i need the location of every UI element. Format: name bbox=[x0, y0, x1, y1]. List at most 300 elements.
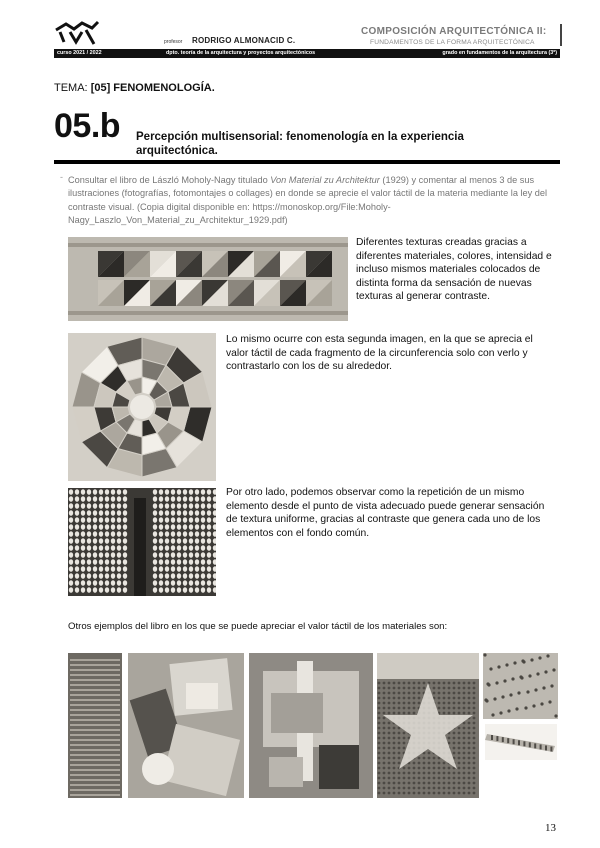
crowd-dot bbox=[468, 787, 471, 790]
repeated-element bbox=[123, 517, 127, 523]
repeated-element bbox=[177, 559, 181, 565]
crowd-dot bbox=[463, 747, 466, 750]
speck bbox=[542, 686, 545, 689]
crowd-dot bbox=[453, 732, 456, 735]
crowd-dot bbox=[393, 777, 396, 780]
crowd-dot bbox=[393, 682, 396, 685]
degree-name: grado en fundamentos de la arquitectura (3º) bbox=[442, 50, 557, 56]
repeated-element bbox=[159, 580, 163, 586]
repeated-element bbox=[117, 573, 121, 579]
repeated-element bbox=[81, 531, 85, 537]
crowd-dot bbox=[403, 697, 406, 700]
crowd-dot bbox=[473, 692, 476, 695]
crowd-dot bbox=[408, 782, 411, 785]
crowd-dot bbox=[438, 697, 441, 700]
repeated-element bbox=[105, 587, 109, 593]
repeated-element bbox=[93, 496, 97, 502]
crowd-dot bbox=[393, 687, 396, 690]
crowd-dot bbox=[383, 757, 386, 760]
repeated-element bbox=[87, 587, 91, 593]
repeated-element bbox=[75, 510, 79, 516]
example-image-1 bbox=[68, 653, 122, 798]
crowd-dot bbox=[388, 757, 391, 760]
repeated-element bbox=[69, 503, 73, 509]
crowd-dot bbox=[443, 787, 446, 790]
repeated-element bbox=[165, 545, 169, 551]
ruler-mark bbox=[507, 738, 509, 743]
crowd-dot bbox=[418, 787, 421, 790]
repeated-element bbox=[195, 503, 199, 509]
crowd-dot bbox=[448, 707, 451, 710]
crowd-dot bbox=[458, 782, 461, 785]
repeated-element bbox=[159, 510, 163, 516]
crowd-dot bbox=[423, 787, 426, 790]
crowd-dot bbox=[428, 787, 431, 790]
repeated-element bbox=[165, 587, 169, 593]
crowd-dot bbox=[448, 712, 451, 715]
crowd-dot bbox=[393, 737, 396, 740]
repeated-element bbox=[183, 580, 187, 586]
crowd-dot bbox=[468, 792, 471, 795]
crowd-dot bbox=[458, 732, 461, 735]
crowd-dot bbox=[398, 707, 401, 710]
crowd-dot bbox=[418, 697, 421, 700]
repeated-element bbox=[177, 538, 181, 544]
repeated-element bbox=[177, 580, 181, 586]
texture-line bbox=[70, 664, 120, 666]
repeated-element bbox=[87, 538, 91, 544]
crowd-dot bbox=[383, 762, 386, 765]
crowd-dot bbox=[383, 737, 386, 740]
repeated-element bbox=[93, 559, 97, 565]
crowd-dot bbox=[383, 772, 386, 775]
repeated-element bbox=[99, 524, 103, 530]
crowd-dot bbox=[438, 687, 441, 690]
repeated-element bbox=[117, 545, 121, 551]
crowd-dot bbox=[383, 732, 386, 735]
crowd-dot bbox=[388, 742, 391, 745]
repeated-element bbox=[111, 503, 115, 509]
repeated-element bbox=[153, 552, 157, 558]
repeated-element bbox=[153, 559, 157, 565]
crowd-dot bbox=[383, 777, 386, 780]
repeated-element bbox=[195, 496, 199, 502]
caption-material-wheel: Lo mismo ocurre con esta segunda imagen, en la que se aprecia el valor táctil de cada fragmento de la circunferencia solo con verlo y contrastarlo con los de su alrededor. bbox=[226, 334, 533, 373]
repeated-element bbox=[87, 552, 91, 558]
crowd-dot bbox=[468, 682, 471, 685]
repeated-element bbox=[99, 538, 103, 544]
repeated-element bbox=[117, 531, 121, 537]
crowd-dot bbox=[453, 707, 456, 710]
crowd-dot bbox=[428, 782, 431, 785]
crowd-dot bbox=[388, 682, 391, 685]
speck bbox=[544, 670, 547, 673]
ruler-mark bbox=[513, 739, 515, 744]
texture-line bbox=[70, 759, 120, 761]
repeated-element bbox=[153, 545, 157, 551]
crowd-dot bbox=[438, 777, 441, 780]
repeated-element bbox=[87, 531, 91, 537]
crowd-dot bbox=[388, 752, 391, 755]
repeated-element bbox=[207, 503, 211, 509]
crowd-dot bbox=[408, 767, 411, 770]
repeated-element bbox=[75, 524, 79, 530]
department-name: dpto. teoría de la arquitectura y proyectos arquitectónicos bbox=[166, 50, 316, 56]
crowd-dot bbox=[403, 792, 406, 795]
ruler-mark bbox=[523, 741, 525, 746]
speck bbox=[540, 702, 543, 705]
crowd-dot bbox=[473, 712, 476, 715]
repeated-element bbox=[177, 510, 181, 516]
crowd-dot bbox=[388, 727, 391, 730]
repeated-element bbox=[81, 517, 85, 523]
crowd-dot bbox=[383, 787, 386, 790]
crowd-dot bbox=[443, 762, 446, 765]
crowd-dot bbox=[458, 792, 461, 795]
repeated-element bbox=[159, 559, 163, 565]
repeated-element bbox=[117, 580, 121, 586]
crowd-dot bbox=[398, 692, 401, 695]
repeated-element bbox=[99, 587, 103, 593]
repeated-element bbox=[81, 552, 85, 558]
texture-line bbox=[70, 774, 120, 776]
crowd-dot bbox=[468, 732, 471, 735]
crowd-dot bbox=[378, 722, 381, 725]
crowd-dot bbox=[403, 732, 406, 735]
repeated-element bbox=[159, 545, 163, 551]
texture-line bbox=[70, 699, 120, 701]
example-image-5 bbox=[483, 653, 558, 719]
repeated-element bbox=[207, 566, 211, 572]
crowd-dot bbox=[393, 747, 396, 750]
repeated-element bbox=[153, 573, 157, 579]
repeated-element bbox=[195, 489, 199, 495]
crowd-dot bbox=[388, 692, 391, 695]
repeated-element bbox=[111, 517, 115, 523]
repeated-element bbox=[189, 510, 193, 516]
repeated-element bbox=[195, 566, 199, 572]
repeated-element bbox=[207, 496, 211, 502]
crowd-dot bbox=[448, 767, 451, 770]
crowd-dot bbox=[403, 747, 406, 750]
crowd-dot bbox=[413, 782, 416, 785]
repeated-element bbox=[93, 587, 97, 593]
crowd-dot bbox=[378, 687, 381, 690]
crowd-dot bbox=[398, 782, 401, 785]
crowd-dot bbox=[403, 687, 406, 690]
texture-line bbox=[70, 674, 120, 676]
repeated-element bbox=[99, 573, 103, 579]
crowd-dot bbox=[453, 742, 456, 745]
speck bbox=[538, 656, 541, 659]
repeated-element bbox=[177, 489, 181, 495]
course-year: curso 2021 / 2022 bbox=[57, 50, 102, 56]
repeated-element bbox=[69, 517, 73, 523]
example-image-4 bbox=[377, 653, 479, 798]
crowd-dot bbox=[393, 772, 396, 775]
crowd-dot bbox=[463, 687, 466, 690]
crowd-dot bbox=[463, 737, 466, 740]
crowd-dot bbox=[418, 762, 421, 765]
crowd-dot bbox=[398, 792, 401, 795]
crowd-dot bbox=[378, 757, 381, 760]
crowd-dot bbox=[468, 782, 471, 785]
repeated-element bbox=[87, 559, 91, 565]
crowd-dot bbox=[398, 772, 401, 775]
repeated-element bbox=[165, 496, 169, 502]
crowd-dot bbox=[458, 747, 461, 750]
texture-line bbox=[70, 754, 120, 756]
repeated-element bbox=[117, 587, 121, 593]
crowd-dot bbox=[388, 732, 391, 735]
crowd-dot bbox=[458, 707, 461, 710]
crowd-dot bbox=[418, 687, 421, 690]
repeated-element bbox=[111, 545, 115, 551]
repeated-element bbox=[201, 587, 205, 593]
repeated-element bbox=[195, 580, 199, 586]
crowd-dot bbox=[458, 777, 461, 780]
repeated-element bbox=[123, 580, 127, 586]
speck bbox=[495, 681, 498, 684]
crowd-dot bbox=[393, 782, 396, 785]
repeated-element bbox=[171, 517, 175, 523]
repeated-element bbox=[75, 517, 79, 523]
crowd-dot bbox=[458, 727, 461, 730]
repeated-element bbox=[99, 559, 103, 565]
speck bbox=[526, 690, 529, 693]
repeated-element bbox=[171, 559, 175, 565]
crowd-dot bbox=[393, 712, 396, 715]
repeated-element bbox=[123, 524, 127, 530]
repeated-element bbox=[183, 517, 187, 523]
repeated-element bbox=[189, 538, 193, 544]
crowd-dot bbox=[383, 712, 386, 715]
crowd-dot bbox=[413, 707, 416, 710]
topic-line bbox=[54, 82, 215, 94]
repeated-element bbox=[117, 503, 121, 509]
repeated-element bbox=[87, 580, 91, 586]
crowd-dot bbox=[468, 707, 471, 710]
repeated-element bbox=[159, 587, 163, 593]
repeated-element bbox=[207, 587, 211, 593]
crowd-dot bbox=[473, 722, 476, 725]
crowd-dot bbox=[388, 697, 391, 700]
crowd-dot bbox=[398, 742, 401, 745]
speck bbox=[483, 653, 486, 656]
crowd-dot bbox=[393, 697, 396, 700]
repeated-element bbox=[177, 545, 181, 551]
crowd-dot bbox=[438, 782, 441, 785]
repeated-element bbox=[153, 531, 157, 537]
repeated-element bbox=[153, 580, 157, 586]
crowd-dot bbox=[433, 777, 436, 780]
repeated-element bbox=[183, 566, 187, 572]
crowd-dot bbox=[463, 757, 466, 760]
crowd-dot bbox=[408, 697, 411, 700]
repeated-element bbox=[111, 580, 115, 586]
other-examples-text: Otros ejemplos del libro en los que se puede apreciar el valor táctil de los materiales son: bbox=[68, 621, 448, 632]
crowd-dot bbox=[403, 772, 406, 775]
crowd-dot bbox=[378, 742, 381, 745]
crowd-dot bbox=[398, 787, 401, 790]
crowd-dot bbox=[443, 772, 446, 775]
crowd-dot bbox=[463, 707, 466, 710]
repeated-element bbox=[171, 496, 175, 502]
speck bbox=[554, 714, 557, 717]
texture-line bbox=[70, 779, 120, 781]
repeated-element bbox=[201, 503, 205, 509]
repeated-element bbox=[171, 573, 175, 579]
crowd-dot bbox=[438, 772, 441, 775]
repeated-element bbox=[177, 566, 181, 572]
crowd-dot bbox=[438, 682, 441, 685]
professor-name: RODRIGO ALMONACID C. bbox=[192, 36, 296, 45]
repeated-element bbox=[177, 503, 181, 509]
professor-label: profesor bbox=[164, 39, 183, 45]
repeated-element bbox=[117, 510, 121, 516]
repeated-element bbox=[105, 510, 109, 516]
crowd-dot bbox=[393, 692, 396, 695]
repeated-element bbox=[105, 503, 109, 509]
crowd-dot bbox=[383, 702, 386, 705]
repeated-element bbox=[189, 517, 193, 523]
repeated-element bbox=[99, 510, 103, 516]
texture-line bbox=[70, 719, 120, 721]
crowd-dot bbox=[453, 777, 456, 780]
crowd-dot bbox=[398, 682, 401, 685]
repeated-element bbox=[189, 496, 193, 502]
repeated-element bbox=[153, 524, 157, 530]
repeated-element bbox=[93, 573, 97, 579]
repeated-element bbox=[153, 510, 157, 516]
crowd-dot bbox=[443, 712, 446, 715]
wheel-center bbox=[130, 395, 154, 419]
crowd-dot bbox=[463, 697, 466, 700]
crowd-dot bbox=[413, 762, 416, 765]
crowd-dot bbox=[413, 687, 416, 690]
crowd-dot bbox=[448, 697, 451, 700]
speck bbox=[491, 713, 494, 716]
repeated-element bbox=[159, 538, 163, 544]
crowd-dot bbox=[408, 702, 411, 705]
repeated-element bbox=[93, 538, 97, 544]
repeated-element bbox=[81, 524, 85, 530]
repeated-element bbox=[105, 524, 109, 530]
crowd-dot bbox=[388, 762, 391, 765]
repeated-element bbox=[105, 531, 109, 537]
ruler-mark bbox=[550, 747, 552, 752]
course-title: COMPOSICIÓN ARQUITECTÓNICA II: bbox=[361, 26, 547, 37]
crowd-dot bbox=[393, 752, 396, 755]
repeated-element bbox=[111, 524, 115, 530]
speck bbox=[532, 704, 535, 707]
speck bbox=[546, 654, 549, 657]
repeated-element bbox=[105, 496, 109, 502]
repeated-element bbox=[75, 573, 79, 579]
crowd-dot bbox=[378, 712, 381, 715]
crowd-dot bbox=[418, 757, 421, 760]
repeated-element bbox=[81, 573, 85, 579]
crowd-dot bbox=[438, 702, 441, 705]
repeated-element bbox=[207, 489, 211, 495]
repeated-element bbox=[153, 517, 157, 523]
repeated-element bbox=[165, 573, 169, 579]
intro-text-before: Consultar el libro de László Moholy-Nagy titulado bbox=[68, 175, 271, 185]
repeated-element bbox=[183, 496, 187, 502]
repeated-element bbox=[165, 489, 169, 495]
repeated-element bbox=[81, 496, 85, 502]
crowd-dot bbox=[468, 722, 471, 725]
crowd-dot bbox=[383, 792, 386, 795]
repeated-element bbox=[195, 545, 199, 551]
repeated-element bbox=[159, 573, 163, 579]
crowd-dot bbox=[468, 767, 471, 770]
repeated-element bbox=[87, 524, 91, 530]
repeated-element bbox=[105, 489, 109, 495]
repeated-element bbox=[93, 524, 97, 530]
repeated-element bbox=[105, 559, 109, 565]
crowd-dot bbox=[378, 682, 381, 685]
repeated-element bbox=[75, 503, 79, 509]
repeated-element bbox=[87, 510, 91, 516]
crowd-dot bbox=[453, 772, 456, 775]
crowd-dot bbox=[423, 682, 426, 685]
crowd-dot bbox=[448, 692, 451, 695]
repeated-element bbox=[69, 559, 73, 565]
repeated-element bbox=[123, 587, 127, 593]
crowd-dot bbox=[458, 742, 461, 745]
texture-line bbox=[70, 729, 120, 731]
repeated-element bbox=[93, 545, 97, 551]
crowd-dot bbox=[393, 732, 396, 735]
crowd-dot bbox=[468, 697, 471, 700]
crowd-dot bbox=[403, 712, 406, 715]
crowd-dot bbox=[388, 722, 391, 725]
repeated-element bbox=[69, 545, 73, 551]
repeated-element bbox=[201, 510, 205, 516]
repeated-element bbox=[201, 517, 205, 523]
repeated-element bbox=[165, 559, 169, 565]
crowd-dot bbox=[423, 767, 426, 770]
repeated-element bbox=[123, 552, 127, 558]
crowd-dot bbox=[468, 772, 471, 775]
crowd-dot bbox=[473, 772, 476, 775]
speck bbox=[517, 691, 520, 694]
repeated-element bbox=[123, 510, 127, 516]
repeated-element bbox=[165, 510, 169, 516]
repeated-element bbox=[171, 587, 175, 593]
repeated-element bbox=[99, 566, 103, 572]
repeated-element bbox=[93, 517, 97, 523]
crowd-dot bbox=[388, 747, 391, 750]
crowd-dot bbox=[378, 727, 381, 730]
repeated-element bbox=[207, 580, 211, 586]
repeated-element bbox=[111, 552, 115, 558]
crowd-dot bbox=[473, 762, 476, 765]
crowd-dot bbox=[458, 687, 461, 690]
crowd-dot bbox=[398, 732, 401, 735]
repeated-element bbox=[93, 531, 97, 537]
repeated-element bbox=[69, 531, 73, 537]
crowd-dot bbox=[428, 777, 431, 780]
ruler-mark bbox=[545, 746, 547, 751]
repeated-element bbox=[177, 573, 181, 579]
crowd-dot bbox=[443, 782, 446, 785]
texture-line bbox=[70, 714, 120, 716]
texture-line bbox=[70, 749, 120, 751]
repeated-element bbox=[189, 545, 193, 551]
crowd-dot bbox=[403, 737, 406, 740]
